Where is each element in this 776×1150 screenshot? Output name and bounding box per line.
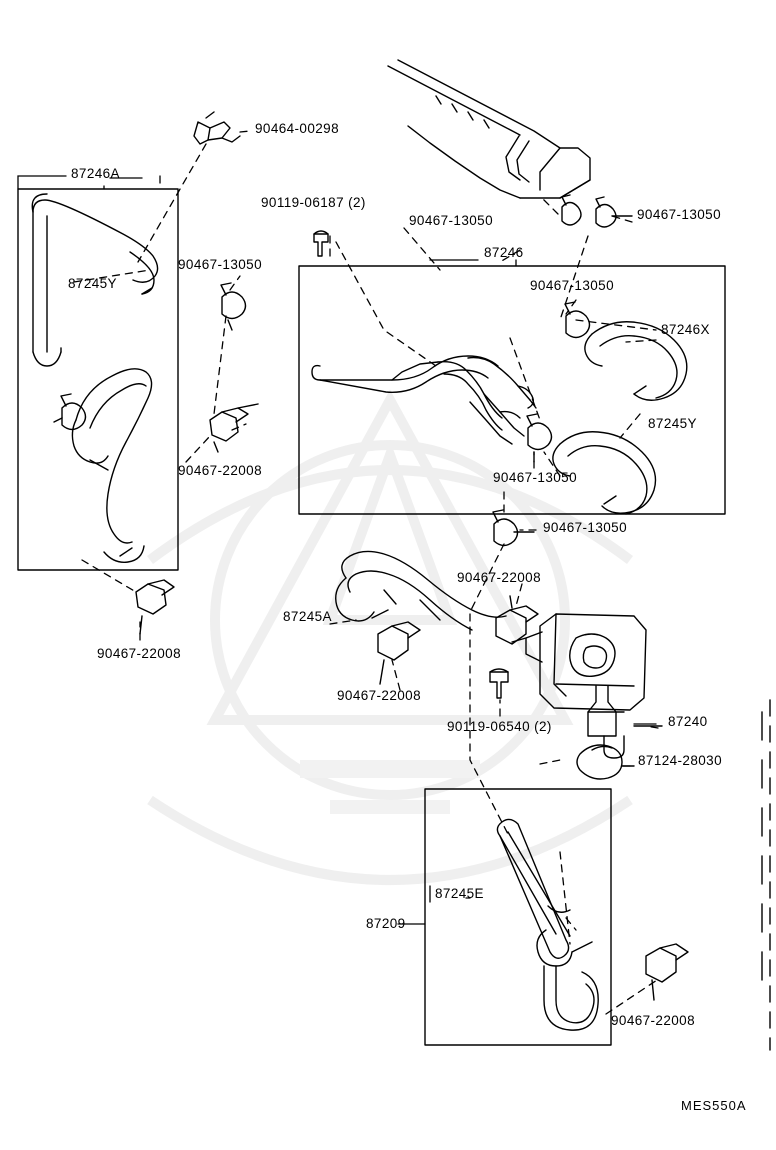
part-label-87246X: 87246X xyxy=(661,322,710,337)
part-label-90467-13050-below-box: 90467-13050 xyxy=(543,520,627,535)
part-label-90467-22008-center: 90467-22008 xyxy=(457,570,541,585)
figure-code: MES550A xyxy=(681,1098,747,1113)
part-label-90467-22008-bottom-right: 90467-22008 xyxy=(611,1013,695,1028)
part-label-87246: 87246 xyxy=(484,245,524,260)
part-label-87245E: 87245E xyxy=(435,886,484,901)
part-label-87246A: 87246A xyxy=(71,166,120,181)
part-label-90467-13050-top-right: 90467-13050 xyxy=(637,207,721,222)
part-label-87240: 87240 xyxy=(668,714,708,729)
part-label-90467-13050-top-left: 90467-13050 xyxy=(409,213,493,228)
part-label-87245Y-left: 87245Y xyxy=(68,276,117,291)
part-label-90467-13050-center: 90467-13050 xyxy=(530,278,614,293)
part-label-90119-06540: 90119-06540 (2) xyxy=(447,719,552,734)
part-label-90464-00298: 90464-00298 xyxy=(255,121,339,136)
part-label-90119-06187: 90119-06187 (2) xyxy=(261,195,366,210)
part-label-90467-22008-left: 90467-22008 xyxy=(178,463,262,478)
part-label-90467-22008-mid: 90467-22008 xyxy=(337,688,421,703)
part-label-87245Y-right: 87245Y xyxy=(648,416,697,431)
part-label-90467-22008-bottom-left: 90467-22008 xyxy=(97,646,181,661)
part-label-87124-28030: 87124-28030 xyxy=(638,753,722,768)
part-label-90467-13050-lower-center: 90467-13050 xyxy=(493,470,577,485)
part-label-87209: 87209 xyxy=(366,916,406,931)
part-label-90467-13050-left: 90467-13050 xyxy=(178,257,262,272)
part-label-87245A: 87245A xyxy=(283,609,332,624)
